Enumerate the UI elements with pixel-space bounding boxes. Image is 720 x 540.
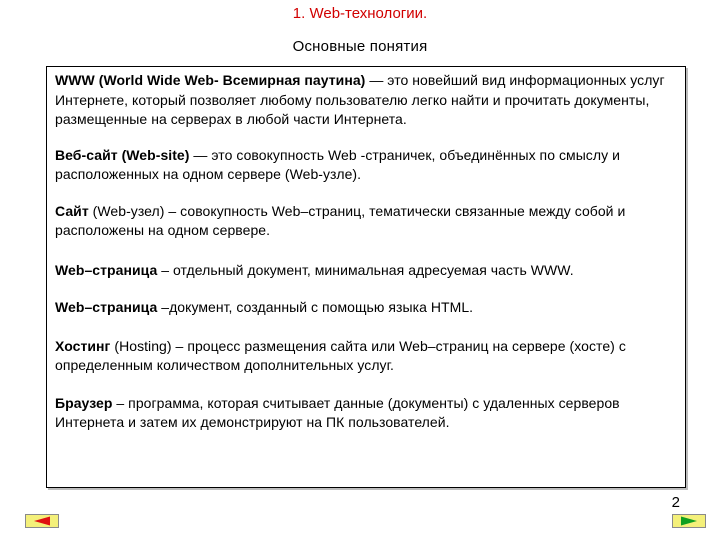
term-label: Браузер [55,394,113,411]
definition-www [55,71,677,130]
previous-slide-button[interactable] [25,514,59,528]
definition-text: – программа, которая считывает данные (документы) с удаленных серверов Интернета и затем их демонстрируют на ПК пользователей. [55,394,620,430]
term-label: Сайт [55,202,89,219]
term-label: Хостинг [55,337,111,354]
term-label: Web–страница [55,261,158,278]
next-slide-button[interactable] [672,514,706,528]
definition-website [55,146,677,185]
term-label: Веб-сайт (Web-site) [55,146,190,163]
definition-webpage-1 [55,261,677,281]
definition-text: – отдельный документ, минимальная адресуемая часть WWW. [157,261,574,278]
definition-site [55,202,677,241]
definitions-box [46,66,686,488]
definition-hosting [55,337,677,376]
definition-text: — это совокупность Web -страничек, объединённых по смыслу и расположенных на одном сервере (Web-узле). [55,146,620,182]
term-label: WWW (World Wide Web- Всемирная паутина) [55,72,366,88]
section-subtitle: Основные понятия [292,38,428,55]
definition-webpage-2 [55,298,677,318]
page-title: 1. Web-технологии. [292,5,428,22]
definition-browser [55,394,677,433]
arrow-right-icon [680,516,698,526]
definition-text: — это новейший вид информационных услуг Интернете, который позволяет любому пользователю легко найти и прочитать документы, размещенные на серверах в любой части Интернета. [55,72,665,127]
definition-text: (Web-узел) – совокупность Web–страниц, тематически связанные между собой и расположены на одном сервере. [55,202,626,238]
page-number: 2 [671,494,680,511]
arrow-left-icon [33,516,51,526]
definition-text: –документ, созданный с помощью языка HTML. [157,299,474,315]
term-label: Web–страница [55,299,158,315]
definition-text: (Hosting) – процесс размещения сайта или Web–страниц на сервере (хосте) с определенным количеством дополнительных услуг. [55,337,626,373]
